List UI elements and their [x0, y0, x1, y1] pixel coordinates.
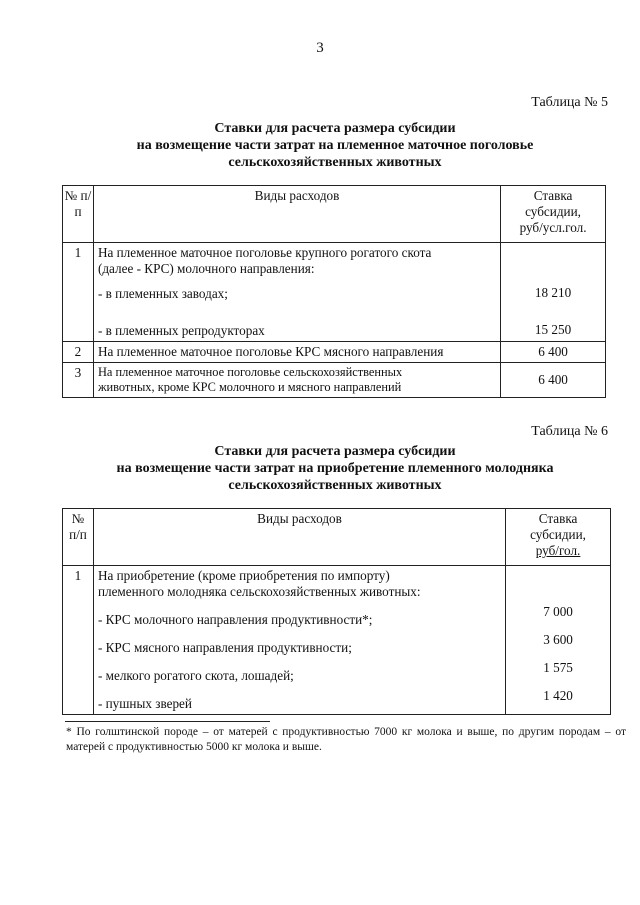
- table5-header-rate: [501, 186, 606, 243]
- rate-value: 7 000: [543, 604, 573, 619]
- footnote: * По голштинской породе – от матерей с продуктивностью 7000 кг молока и выше, по другим породам – от матерей с продуктивностью 5000 кг молока и выше.: [66, 726, 626, 753]
- table5-header-rate-line-1: Ставка: [533, 188, 573, 203]
- sub-item: - пушных зверей: [97, 696, 192, 711]
- rate-value: 1 420: [543, 688, 573, 703]
- table6-header-rate-line-2: субсидии,: [530, 527, 586, 542]
- table6-header-num: [63, 509, 94, 566]
- table6-title-line-2: на возмещение части затрат на приобретение племенного молодняка: [116, 461, 554, 476]
- table6: [62, 508, 611, 715]
- desc-line: На приобретение (кроме приобретения по импорту): [97, 568, 390, 583]
- table6-title: [40, 443, 630, 494]
- table6-header-rate: [506, 509, 611, 566]
- table6-header-num-line-1: №: [71, 511, 85, 526]
- rate-value: 15 250: [534, 322, 572, 337]
- row-number: 2: [63, 342, 94, 363]
- sub-item: - мелкого рогатого скота, лошадей;: [97, 668, 294, 683]
- table5-header-rate-line-3: руб/усл.гол.: [519, 220, 587, 235]
- table5-header-rate-line-2: субсидии,: [525, 204, 581, 219]
- table6-header-num-line-2: п/п: [69, 527, 87, 542]
- row-number: 1: [63, 243, 94, 342]
- desc-line: племенного молодняка сельскохозяйственных животных:: [97, 584, 421, 599]
- row-number: 3: [63, 363, 94, 398]
- row-description: [93, 243, 500, 342]
- table6-label: Таблица № 6: [531, 424, 608, 439]
- rate-value: 1 575: [543, 660, 573, 675]
- sub-item: - в племенных репродукторах: [97, 323, 265, 338]
- row-rate: 6 400: [501, 342, 606, 363]
- table5-label: Таблица № 5: [531, 95, 608, 110]
- sub-item: - КРС мясного направления продуктивности;: [97, 640, 352, 655]
- sub-item: - КРС молочного направления продуктивности*;: [97, 612, 373, 627]
- row-description: [93, 566, 505, 715]
- table6-header-rate-line-1: Ставка: [538, 511, 578, 526]
- table5-header-row: [63, 186, 606, 243]
- table-row: [63, 566, 611, 715]
- rate-value: 3 600: [543, 632, 573, 647]
- desc-line: животных, кроме КРС молочного и мясного направлений: [97, 380, 402, 394]
- row-rate: [506, 566, 611, 715]
- table6-header-row: [63, 509, 611, 566]
- rate-value: 18 210: [534, 285, 572, 300]
- sub-item: - в племенных заводах;: [97, 286, 228, 301]
- table5: [62, 185, 606, 398]
- row-description: На племенное маточное поголовье КРС мясного направления: [93, 342, 500, 363]
- table-row: [63, 342, 606, 363]
- table5-title: [40, 120, 630, 171]
- table5-title-line-3: сельскохозяйственных животных: [228, 155, 442, 170]
- footnote-separator: [65, 721, 270, 722]
- table-row: [63, 363, 606, 398]
- page-number: 3: [316, 40, 324, 56]
- desc-line: На племенное маточное поголовье крупного рогатого скота: [97, 245, 432, 260]
- table6-header-rate-line-3: руб/гол.: [535, 543, 581, 558]
- table5-header-num: № п/п: [63, 186, 94, 243]
- table6-header-kind: Виды расходов: [93, 509, 505, 566]
- row-description: [93, 363, 500, 398]
- desc-line: На племенное маточное поголовье сельскохозяйственных: [97, 365, 403, 379]
- table6-title-line-1: Ставки для расчета размера субсидии: [214, 444, 456, 459]
- row-rate: [501, 243, 606, 342]
- desc-line: (далее - КРС) молочного направления:: [97, 261, 315, 276]
- row-number: 1: [63, 566, 94, 715]
- table5-header-kind: Виды расходов: [93, 186, 500, 243]
- table-row: [63, 243, 606, 342]
- table5-title-line-1: Ставки для расчета размера субсидии: [214, 121, 456, 136]
- table6-title-line-3: сельскохозяйственных животных: [228, 478, 442, 493]
- row-rate: 6 400: [501, 363, 606, 398]
- table5-title-line-2: на возмещение части затрат на племенное маточное поголовье: [136, 138, 534, 153]
